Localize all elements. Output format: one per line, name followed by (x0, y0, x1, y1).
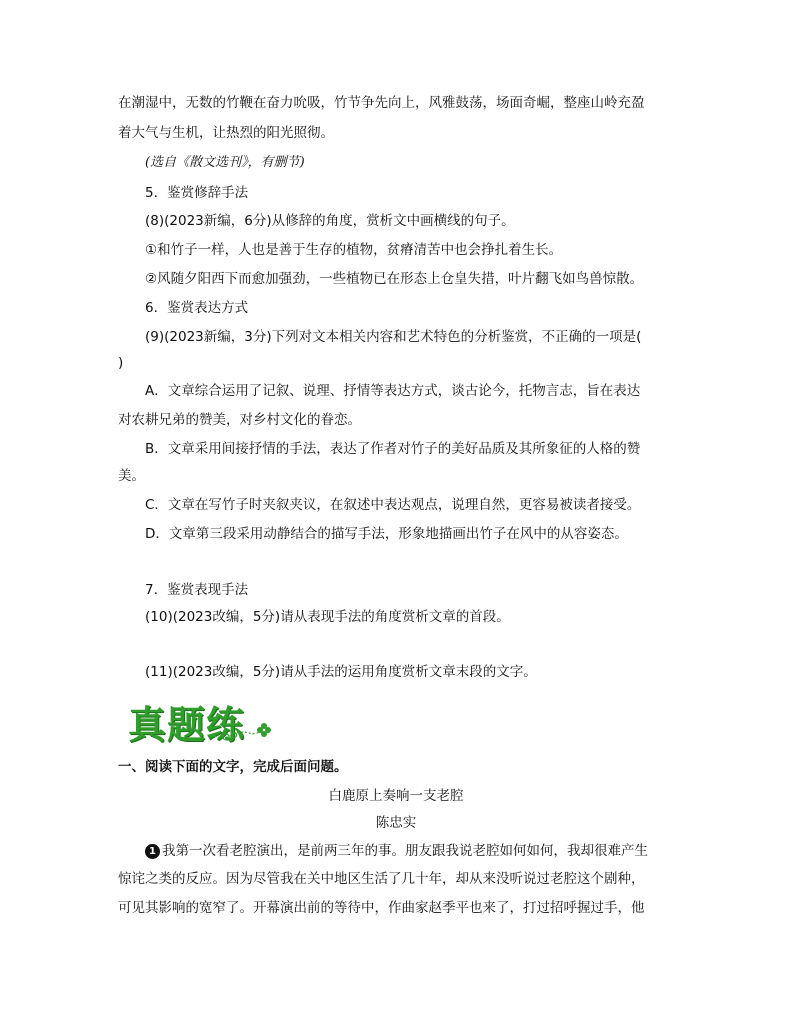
option-b: B．文章采用间接抒情的手法，表达了作者对竹子的美好品质及其所象征的人格的赞 (145, 441, 641, 457)
option-a: A．文章综合运用了记叙、说理、抒情等表达方式，谈古论今，托物言志，旨在表达 (145, 383, 641, 399)
question-9: (9)(2023新编，3分)下列对文本相关内容和艺术特色的分析鉴赏，不正确的一项是( (145, 329, 642, 345)
sentence-1: ①和竹子一样，人也是善于生存的植物，贫瘠清苦中也会挣扎着生长。 (145, 242, 563, 258)
option-a-cont: 对农耕兄弟的赞美，对乡村文化的眷恋。 (118, 412, 361, 428)
question-8: (8)(2023新编，6分)从修辞的角度，赏析文中画横线的句子。 (145, 213, 515, 229)
sentence-2: ②风随夕阳西下而愈加强劲，一些植物已在形态上仓皇失措，叶片翻飞如鸟兽惊散。 (145, 271, 644, 287)
question-9-paren: ) (118, 355, 124, 371)
paragraph-1-line: 可见其影响的宽窄了。开幕演出前的等待中，作曲家赵季平也来了，打过招呼握过手，他 (118, 900, 645, 916)
clover-decoration-icon (212, 720, 272, 742)
paragraph-1-line: 1 我第一次看老腔演出，是前两三年的事。朋友跟我说老腔如何如何，我却很难产生 (145, 841, 701, 861)
article-author: 陈忠实 (375, 815, 417, 831)
reading-instruction: 一、阅读下面的文字，完成后面问题。 (118, 759, 348, 775)
section-logo (122, 690, 272, 748)
source-note: (选自《散文选刊》，有删节) (145, 155, 305, 170)
section-heading: 5．鉴赏修辞手法 (145, 185, 249, 201)
article-title: 白鹿原上奏响一支老腔 (328, 788, 464, 804)
logo-text: 真题练 (128, 703, 246, 747)
option-c: C．文章在写竹子时夹叙夹议，在叙述中表达观点，说理自然，更容易被读者接受。 (145, 497, 641, 513)
option-d: D．文章第三段采用动静结合的描写手法，形象地描画出竹子在风中的从容姿态。 (145, 526, 628, 542)
paragraph-number: 1 (145, 844, 160, 859)
section-heading: 6．鉴赏表达方式 (145, 300, 249, 316)
question-11: (11)(2023改编，5分)请从手法的运用角度赏析文章末段的文字。 (145, 664, 537, 680)
passage-line: 在潮湿中，无数的竹鞭在奋力吮吸，竹节争先向上，风雅鼓荡，场面奇崛，整座山岭充盈 (118, 95, 645, 111)
passage-line: 着大气与生机，让热烈的阳光照彻。 (118, 125, 334, 141)
paragraph-1-line: 惊诧之类的反应。因为尽管我在关中地区生活了几十年，却从来没听说过老腔这个剧种， (118, 871, 645, 887)
section-heading: 7．鉴赏表现手法 (145, 582, 249, 598)
option-b-cont: 美。 (118, 468, 145, 484)
question-10: (10)(2023改编，5分)请从表现手法的角度赏析文章的首段。 (145, 609, 510, 625)
